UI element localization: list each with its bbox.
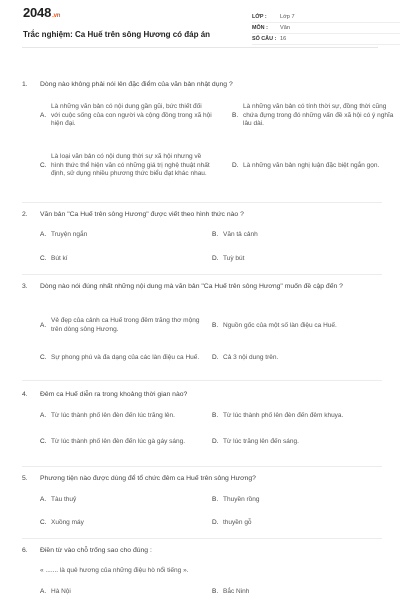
question-stem — [22, 80, 382, 89]
meta-value: Văn — [280, 25, 290, 31]
page-title: Trắc nghiệm: Ca Huế trên sông Hương có đáp án — [23, 30, 211, 39]
meta-table — [252, 12, 400, 45]
meta-label: MÔN : — [252, 25, 268, 31]
divider — [22, 274, 382, 275]
question-4 — [22, 390, 382, 470]
option-c[interactable]: C. Xuồng máy — [40, 518, 84, 526]
option-d[interactable]: D. Cả 3 nội dung trên. — [212, 353, 279, 361]
question-text: Văn bản "Ca Huế trên sông Hương" được viết theo hình thức nào ? — [40, 211, 244, 218]
header — [22, 0, 378, 48]
question-text: Đêm ca Huế diễn ra trong khoảng thời gian nào? — [40, 391, 188, 398]
meta-row-count — [252, 34, 400, 45]
meta-label: SỐ CÂU : — [252, 36, 277, 42]
option-a[interactable]: A. Là những văn bản có nội dung gần gũi, bức thiết đối với cuộc sống của con người và cộng đồng trong xã hội hiện đại. — [40, 103, 212, 128]
option-a[interactable]: A. Vẻ đẹp của cảnh ca Huế trong đêm trăng thơ mộng trên dòng sông Hương. — [40, 317, 200, 333]
option-c[interactable]: C. Từ lúc thành phố lên đèn đến lúc gà gáy sáng. — [40, 437, 186, 445]
option-b[interactable]: B. Văn tả cảnh — [212, 230, 258, 238]
site-logo[interactable]: 2048.vn — [23, 5, 61, 20]
option-d[interactable]: D. thuyền gỗ — [212, 518, 252, 526]
option-a[interactable]: A. Từ lúc thành phố lên đèn đến lúc trăng lên. — [40, 411, 175, 419]
question-5 — [22, 474, 382, 542]
option-d[interactable]: D. Là những văn bản nghị luận đặc biệt ngắn gọn. — [232, 161, 380, 169]
option-c[interactable]: C. Sự phong phú và đa dạng của các làn điệu ca Huế. — [40, 353, 200, 361]
option-b[interactable]: B. Là những văn bản có tính thời sự, đồng thời cũng chứa đựng trong đó những vấn đề xã hội có ý nghĩa lâu dài. — [232, 103, 394, 128]
question-number: 6. — [22, 547, 28, 554]
option-a[interactable]: A. Tàu thuỷ — [40, 495, 77, 503]
option-c[interactable]: C. Bút kí — [40, 254, 68, 262]
question-number: 3. — [22, 283, 28, 290]
meta-row-grade — [252, 12, 400, 23]
divider — [22, 538, 382, 539]
question-3 — [22, 282, 382, 384]
question-stem — [22, 390, 382, 399]
question-2 — [22, 210, 382, 278]
option-d[interactable]: D. Từ lúc trăng lên đến sáng. — [212, 437, 299, 445]
question-number: 4. — [22, 391, 28, 398]
meta-value: 16 — [280, 36, 287, 42]
option-b[interactable]: B. Nguồn gốc của một số làn điệu ca Huế. — [212, 321, 337, 329]
question-stem — [22, 474, 382, 483]
option-a[interactable]: A. Hà Nội — [40, 587, 71, 595]
divider — [22, 466, 382, 467]
fill-in-sentence: « ....... là quê hương của những điệu hò nổi tiếng ». — [40, 567, 189, 574]
option-b[interactable]: B. Từ lúc thành phố lên đèn đến đêm khuya. — [212, 411, 344, 419]
question-text: Điền từ vào chỗ trống sao cho đúng : — [40, 547, 152, 554]
option-c[interactable]: C. Là loại văn bản có nội dung thời sự xã hội nhưng về hình thức thể hiện văn có những giá trị nghệ thuật nhất định, sử dụng nhiều phương thức biểu đạt khác nhau. — [40, 153, 210, 178]
meta-row-subject — [252, 23, 400, 34]
question-text: Dòng nào không phải nói lên đặc điểm của văn bản nhật dụng ? — [40, 81, 233, 88]
question-number: 5. — [22, 475, 28, 482]
question-number: 1. — [22, 81, 28, 88]
question-stem — [22, 546, 382, 555]
option-b[interactable]: B. Bắc Ninh — [212, 587, 250, 595]
option-a[interactable]: A. Truyện ngắn — [40, 230, 88, 238]
meta-label: LỚP : — [252, 14, 267, 20]
question-text: Phương tiện nào được dùng để tổ chức đêm ca Huế trên sông Hương? — [40, 475, 256, 482]
question-number: 2. — [22, 211, 28, 218]
option-b[interactable]: B. Thuyền rồng — [212, 495, 260, 503]
divider — [22, 202, 382, 203]
question-stem — [22, 282, 382, 291]
question-text: Dòng nào nói đúng nhất những nội dung mà văn bản "Ca Huế trên sông Hương" muốn đề cập đến ? — [40, 283, 343, 290]
divider — [22, 380, 382, 381]
meta-value: Lớp 7 — [280, 14, 295, 20]
question-stem — [22, 210, 382, 219]
option-d[interactable]: D. Tuỳ bút — [212, 254, 245, 262]
question-6 — [22, 546, 382, 600]
question-1 — [22, 80, 394, 208]
